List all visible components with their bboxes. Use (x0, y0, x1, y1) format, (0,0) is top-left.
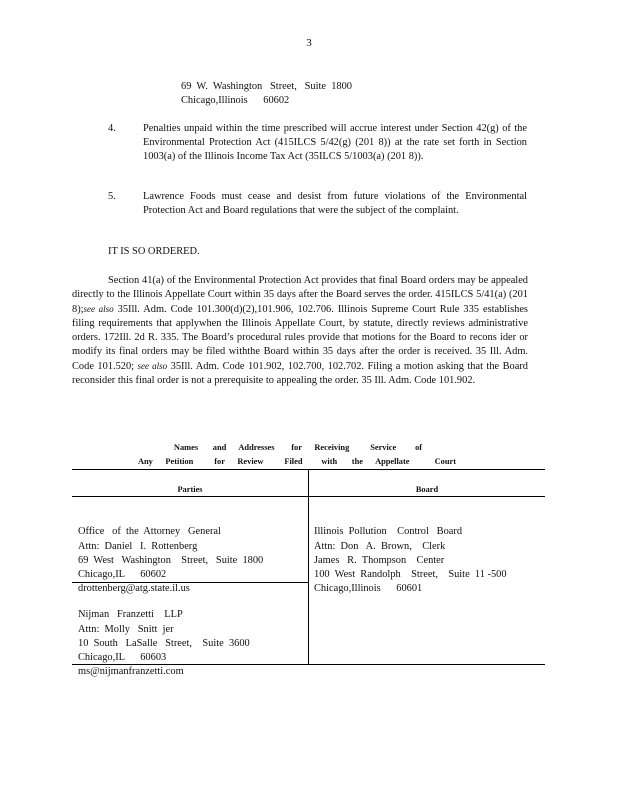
address-line: Illinois Pollution Control Board (314, 526, 463, 538)
table-divider (308, 469, 309, 665)
address-line: Office of the Attorney General (78, 526, 221, 538)
address-line: 10 South LaSalle Street, Suite 3600 (78, 637, 250, 649)
order-statement: IT IS SO ORDERED. (108, 246, 200, 257)
list-item-number: 4. (108, 123, 116, 134)
see-also: see also (83, 304, 114, 314)
address-line: 69 W. Washington Street, Suite 1800 (181, 81, 352, 92)
appeal-paragraph (72, 274, 528, 388)
service-table-heading (72, 441, 516, 469)
list-item-number: 5. (108, 191, 116, 202)
address-line: Chicago,Illinois 60602 (181, 95, 290, 106)
list-item-4 (108, 122, 528, 178)
address-line: Chicago,IL 60603 (78, 652, 167, 664)
party-address (78, 594, 250, 694)
list-item-text: Penalties unpaid within the time prescribed will accrue interest under Section 42(g) of the Environmental Protection Act (415ILCS 5/42(g) (201 8)) at the rate set forth in Section 1003(a) of the Illinois Income Tax Act (35ILCS 5/1003(a) (201 8)). (143, 123, 527, 162)
page-number: 3 (306, 37, 312, 49)
address-line: Attn: Daniel I. Rottenberg (78, 540, 198, 552)
paragraph-text: Section 41(a) of the Environmental Protection Act provides that final Board orders may be appealed directly to the Illinois Appellate Court within 35 days after the Board serves the order. 415ILCS 5/41(a) (201 8); (72, 275, 528, 315)
address-line: Chicago,Illinois 60601 (314, 583, 423, 595)
address-line: 69 West Washington Street, Suite 1800 (78, 554, 264, 566)
address-block (181, 80, 352, 108)
address-line: Attn: Molly Snitt jer (78, 623, 174, 635)
heading-line: Any Petition for Review Filed with the Appellate Court (137, 457, 457, 466)
board-address (314, 511, 507, 611)
email-address: drottenberg@atg.state.il.us (78, 583, 190, 595)
list-item-text: Lawrence Foods must cease and desist from future violations of the Environmental Protection Act and Board regulations that were the subject of the complaint. (143, 191, 527, 216)
column-header-parties: Parties (177, 485, 203, 494)
list-item-5 (108, 190, 528, 232)
email-address: ms@nijmanfranzetti.com (78, 666, 184, 678)
address-line: Nijman Franzetti LLP (78, 609, 183, 621)
address-line: Attn: Don A. Brown, Clerk (314, 540, 446, 552)
address-line: James R. Thompson Center (314, 554, 445, 566)
column-header-board: Board (415, 485, 439, 494)
address-line: Chicago,IL 60602 (78, 569, 167, 581)
address-line: 100 West Randolph Street, Suite 11 -500 (314, 569, 507, 581)
paragraph-text: 35Ill. Adm. Code 101.902, 102.700, 102.702. Filing a motion asking that the Board reconsider this final order is not a prerequisite to appealing the order. 35 Ill. Adm. Code 101.902. (72, 361, 528, 386)
heading-line: Names and Addresses for Receiving Service of (173, 443, 423, 452)
see-also: see also (137, 361, 168, 371)
paragraph-text: 35Ill. Adm. Code 101.300(d)(2),101.906, 102.706. Illinois Supreme Court Rule 335 establishes filing requirements that applywhen the Illinois Appellate Court, by statute, directly reviews administrative orders. 172Ill. 2d R. 335. The Board’s procedural rules provide that motions for the Board to recons ider or modify its final orders may be filed withthe Board within 35 days after the order is received. 35 Ill. Adm. Code 101.520; (72, 304, 528, 372)
